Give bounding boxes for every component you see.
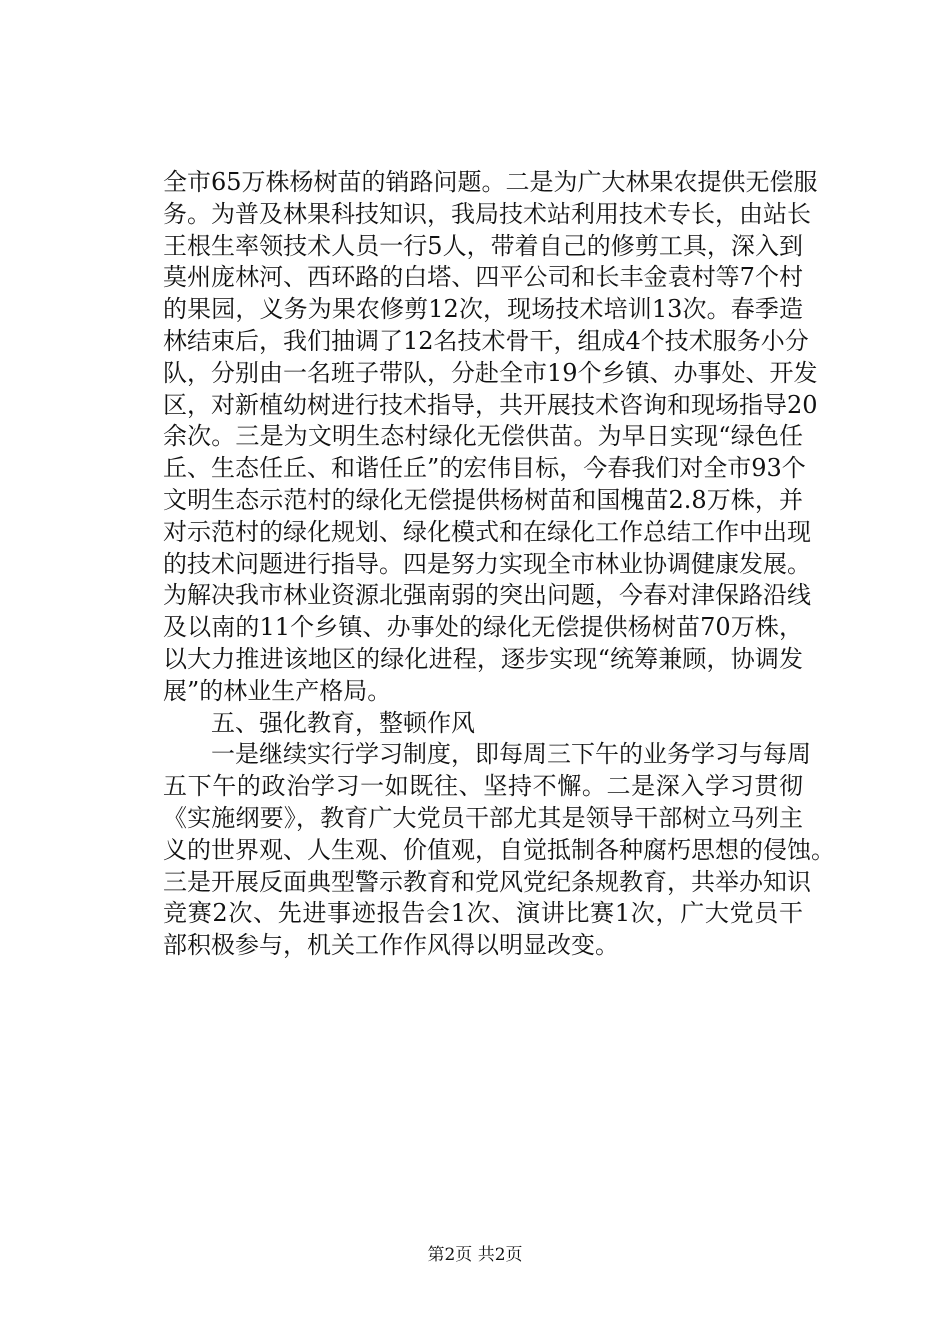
text-line: 一是继续实行学习制度，即每周三下午的业务学习与每周 <box>211 740 811 769</box>
text-line: 展”的林业生产格局。 <box>163 676 392 705</box>
text-line: 全市65万株杨树苗的销路问题。二是为广大林果农提供无偿服 <box>163 168 818 196</box>
text-line: 文明生态示范村的绿化无偿提供杨树苗和国槐苗2.8万株，并 <box>163 485 803 514</box>
text-line: 务。为普及林果科技知识，我局技术站利用技术专长，由站长 <box>163 199 811 228</box>
text-line: 以大力推进该地区的绿化进程，逐步实现“统筹兼顾，协调发 <box>163 644 803 673</box>
text-line: 五下午的政治学习一如既往、坚持不懈。二是深入学习贯彻 <box>163 772 803 801</box>
text-line: 丘、生态任丘、和谐任丘”的宏伟目标，今春我们对全市93个 <box>163 454 806 483</box>
text-line: 竞赛2次、先进事迹报告会1次、演讲比赛1次，广大党员干 <box>163 899 803 928</box>
section-heading: 五、强化教育，整顿作风 <box>211 708 475 737</box>
text-line: 莫州庞林河、西环路的白塔、四平公司和长丰金袁村等7个村 <box>163 263 803 292</box>
page-footer: 第2页 共2页 <box>427 1245 523 1265</box>
text-line: 及以南的11个乡镇、办事处的绿化无偿提供杨树苗70万株， <box>163 613 803 642</box>
text-line: 王根生率领技术人员一行5人，带着自己的修剪工具，深入到 <box>163 231 803 260</box>
text-line: 林结束后，我们抽调了12名技术骨干，组成4个技术服务小分 <box>163 326 809 355</box>
text-line: 义的世界观、人生观、价值观，自觉抵制各种腐朽思想的侵蚀。 <box>163 835 835 864</box>
text-line: 队，分别由一名班子带队，分赴全市19个乡镇、办事处、开发 <box>163 358 818 387</box>
text-line: 对示范村的绿化规划、绿化模式和在绿化工作总结工作中出现 <box>163 517 811 546</box>
document-body <box>163 167 835 962</box>
text-line: 区，对新植幼树进行技术指导，共开展技术咨询和现场指导20 <box>163 390 818 419</box>
text-line: 三是开展反面典型警示教育和党风党纪条规教育，共举办知识 <box>163 867 811 896</box>
text-line: 部积极参与，机关工作作风得以明显改变。 <box>163 931 619 960</box>
text-line: 余次。三是为文明生态村绿化无偿供苗。为早日实现“绿色任 <box>163 422 803 451</box>
text-line: 《实施纲要》，教育广大党员干部尤其是领导干部树立马列主 <box>163 803 803 832</box>
text-line: 的技术问题进行指导。四是努力实现全市林业协调健康发展。 <box>163 549 811 578</box>
text-line: 的果园，义务为果农修剪12次，现场技术培训13次。春季造 <box>163 295 803 324</box>
text-line: 为解决我市林业资源北强南弱的突出问题，今春对津保路沿线 <box>163 581 811 610</box>
